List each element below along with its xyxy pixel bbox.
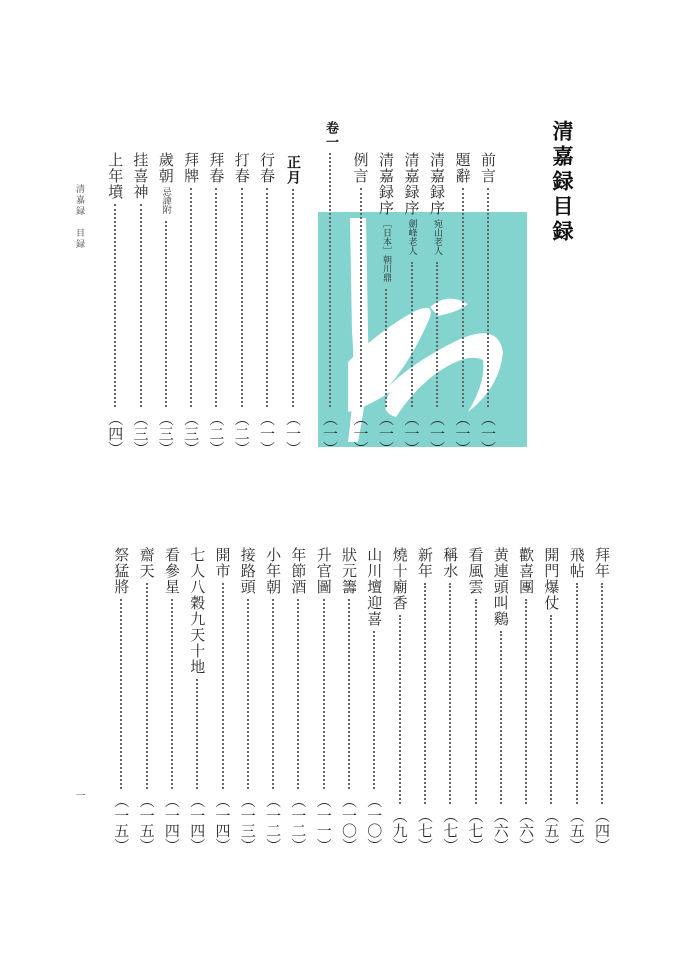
entry-title: 黄連頭叫鷄 xyxy=(491,547,510,627)
month-page: （一） xyxy=(284,411,302,456)
entry-title: 年節酒 xyxy=(289,547,308,595)
entry-title: 挂喜神 xyxy=(131,152,150,200)
entry-page: （一） xyxy=(258,411,276,456)
entry-page: （一五） xyxy=(137,793,156,853)
entry-page: （九） xyxy=(390,808,409,853)
entry-page: （七） xyxy=(441,808,460,853)
leader-dots xyxy=(475,599,477,804)
entry-page: （一） xyxy=(351,411,370,456)
running-header: 清嘉録 目録 xyxy=(74,184,84,250)
leader-dots xyxy=(114,204,116,407)
entry-note: 忌諱附 xyxy=(160,187,171,214)
entry-title: 升官圖 xyxy=(314,547,333,595)
entry-title: 小年朝 xyxy=(264,547,283,595)
leader-dots xyxy=(449,583,451,804)
toc-entry xyxy=(364,547,384,853)
toc-entry xyxy=(440,547,460,853)
entry-page: （一二） xyxy=(289,793,308,853)
folio-number: 一 xyxy=(73,790,84,800)
entry-title: 拜年 xyxy=(593,547,611,579)
entry-title: 狀元籌 xyxy=(340,547,358,595)
toc-entry xyxy=(491,547,511,853)
toc-entry xyxy=(541,547,561,853)
entry-title: 清嘉録序 xyxy=(402,152,421,216)
entry-page: （三） xyxy=(182,411,201,456)
leader-dots xyxy=(297,599,299,789)
entry-title: 歲朝 xyxy=(156,152,175,184)
leader-dots xyxy=(487,188,489,407)
entry-title: 燒十廟香 xyxy=(390,547,409,611)
entry-title: 飛帖 xyxy=(567,547,586,579)
toc-entry xyxy=(238,547,258,853)
volume-heading: 卷一 xyxy=(323,121,338,149)
leader-dots xyxy=(323,599,325,789)
entry-title: 拜牌 xyxy=(182,152,201,184)
leader-dots xyxy=(424,583,426,804)
entry-page: （四） xyxy=(593,808,611,853)
toc-entry xyxy=(162,547,182,853)
entry-title: 例言 xyxy=(351,152,370,184)
toc-entry xyxy=(376,152,396,456)
leader-dots xyxy=(348,599,350,789)
leader-dots xyxy=(436,262,438,407)
toc-entry xyxy=(427,152,447,456)
entry-title: 歡喜團 xyxy=(517,547,536,595)
leader-dots xyxy=(247,599,249,789)
toc-entry xyxy=(156,152,176,456)
entry-page: （一四） xyxy=(213,793,232,853)
entry-title: 題辭 xyxy=(453,152,472,184)
entry-page: （一四） xyxy=(162,793,181,853)
entry-title: 拜春 xyxy=(207,152,226,184)
toc-entry xyxy=(206,152,226,456)
toc-title: 清嘉録目録 xyxy=(550,120,575,245)
toc-entry xyxy=(288,547,308,853)
leader-dots xyxy=(411,262,413,407)
entry-page: （六） xyxy=(491,808,510,853)
entry-title: 祭猛將 xyxy=(112,547,131,595)
leader-dots xyxy=(146,583,148,789)
leader-dots xyxy=(329,153,331,407)
toc-entry xyxy=(213,547,233,853)
leader-dots xyxy=(266,188,268,407)
entry-page: （六） xyxy=(517,808,536,853)
entry-page: （一） xyxy=(377,411,395,456)
entry-title: 稱水 xyxy=(441,547,460,579)
entry-title: 看風雲 xyxy=(466,547,485,595)
leader-dots xyxy=(385,289,387,407)
toc-entry xyxy=(402,152,422,456)
leader-dots xyxy=(165,221,167,407)
entry-page: （一四） xyxy=(188,793,207,853)
entry-page: （一〇） xyxy=(340,793,358,853)
toc-entry xyxy=(592,547,612,853)
leader-dots xyxy=(241,188,243,407)
toc-entry xyxy=(516,547,536,853)
toc-entry xyxy=(567,547,587,853)
month-heading: 正月 xyxy=(285,155,301,185)
entry-title: 山川壇迎喜 xyxy=(365,547,384,627)
entry-page: （一） xyxy=(428,411,446,456)
toc-entry xyxy=(351,152,371,456)
entry-note: ［日本］朝川鼎 xyxy=(381,219,391,282)
entry-page: （二） xyxy=(232,411,251,456)
leader-dots xyxy=(171,599,173,789)
volume-heading-row xyxy=(320,121,340,456)
entry-title: 打春 xyxy=(232,152,251,184)
entry-title: 新年 xyxy=(415,547,434,579)
entry-title: 清嘉録序 xyxy=(428,152,446,216)
leader-dots xyxy=(292,189,294,407)
entry-page: （三） xyxy=(156,411,175,456)
month-heading-row xyxy=(283,155,303,456)
entry-title: 開門爆仗 xyxy=(542,547,561,611)
entry-page: （一一） xyxy=(314,793,333,853)
toc-entry xyxy=(466,547,486,853)
entry-page: （一三） xyxy=(238,793,257,853)
entry-page: （一） xyxy=(402,411,421,456)
leader-dots xyxy=(222,583,224,789)
entry-page: （四） xyxy=(106,411,125,456)
entry-note: 宛山老人 xyxy=(432,219,442,255)
toc-entry xyxy=(232,152,252,456)
entry-title: 前言 xyxy=(479,152,497,184)
toc-entry xyxy=(105,152,125,456)
leader-dots xyxy=(373,631,375,789)
leader-dots xyxy=(272,599,274,789)
entry-page: （五） xyxy=(567,808,586,853)
toc-entry xyxy=(137,547,157,853)
entry-page: （一二） xyxy=(264,793,283,853)
entry-page: （一） xyxy=(479,411,497,456)
entry-note: 劍峰老人 xyxy=(406,219,417,255)
leader-dots xyxy=(550,615,552,804)
entry-title: 七人八穀九天十地 xyxy=(188,547,207,675)
entry-title: 開市 xyxy=(213,547,232,579)
toc-entry xyxy=(111,547,131,853)
leader-dots xyxy=(196,679,198,789)
toc-entry xyxy=(339,547,359,853)
leader-dots xyxy=(399,615,401,804)
entry-title: 接路頭 xyxy=(238,547,257,595)
toc-entry xyxy=(187,547,207,853)
leader-dots xyxy=(462,188,464,407)
toc-entry xyxy=(131,152,151,456)
leader-dots xyxy=(140,204,142,407)
entry-page: （一〇） xyxy=(365,793,384,853)
toc-entry xyxy=(415,547,435,853)
toc-entry xyxy=(314,547,334,853)
entry-title: 上年墳 xyxy=(106,152,125,200)
toc-entry xyxy=(181,152,201,456)
leader-dots xyxy=(601,583,603,804)
entry-page: （一） xyxy=(453,411,472,456)
leader-dots xyxy=(215,188,217,407)
entry-page: （七） xyxy=(415,808,434,853)
toc-entry xyxy=(478,152,498,456)
entry-title: 清嘉録序 xyxy=(377,152,395,216)
toc-entry xyxy=(257,152,277,456)
leader-dots xyxy=(576,583,578,804)
toc-entry xyxy=(453,152,473,456)
volume-page: （一） xyxy=(321,411,339,456)
entry-page: （二） xyxy=(207,411,226,456)
leader-dots xyxy=(525,599,527,804)
toc-entry xyxy=(390,547,410,853)
entry-title: 看參星 xyxy=(162,547,181,595)
entry-page: （五） xyxy=(542,808,561,853)
leader-dots xyxy=(500,631,502,804)
entry-title: 行春 xyxy=(258,152,276,184)
leader-dots xyxy=(120,599,122,789)
entry-page: （一五） xyxy=(112,793,131,853)
leader-dots xyxy=(360,188,362,407)
entry-page: （七） xyxy=(466,808,485,853)
leader-dots xyxy=(190,188,192,407)
entry-title: 齋天 xyxy=(137,547,156,579)
toc-entry xyxy=(263,547,283,853)
entry-page: （三） xyxy=(131,411,150,456)
